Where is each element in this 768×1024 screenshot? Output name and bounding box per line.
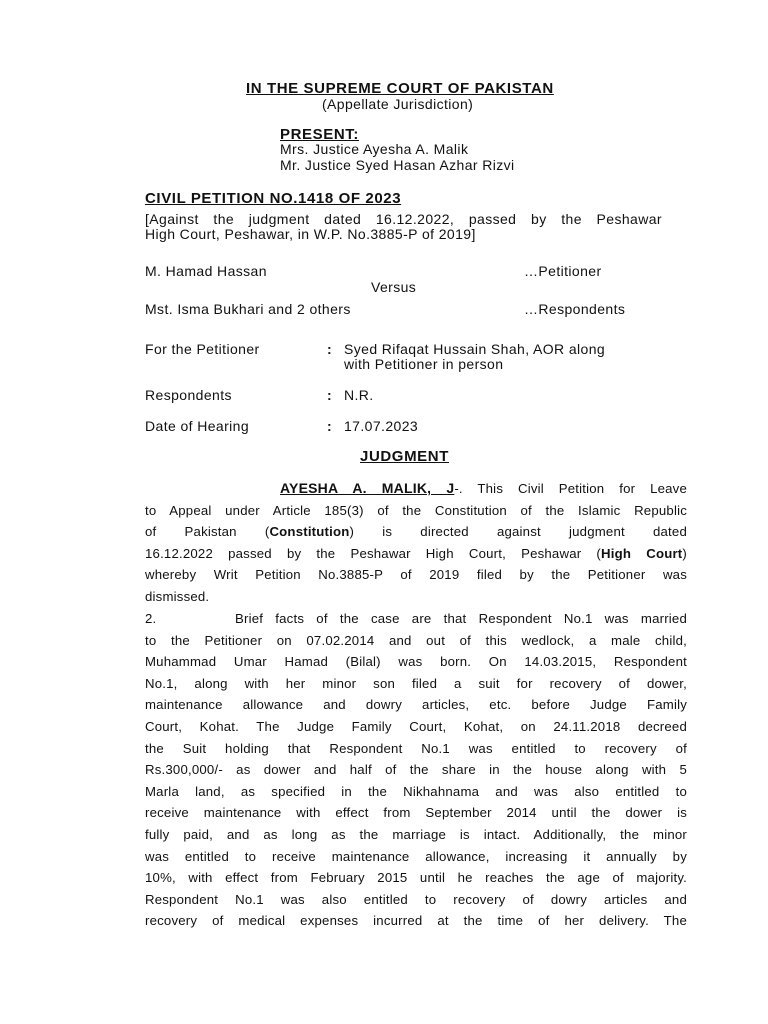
paragraph-line: fully paid, and as long as the marriage is intact. Additionally, the minor — [145, 826, 687, 842]
appearance-value: N.R. — [344, 387, 374, 403]
paragraph-line: maintenance allowance and dowry articles, etc. before Judge Family — [145, 697, 687, 713]
appearance-colon: : — [327, 387, 333, 403]
judgment-paragraph-1 — [145, 478, 687, 608]
appearance-colon: : — [327, 418, 333, 434]
judge-author: AYESHA A. MALIK, J — [280, 480, 455, 496]
appearance-label: Respondents — [145, 387, 232, 403]
respondent-name: Mst. Isma Bukhari and 2 others — [145, 301, 351, 317]
paragraph-line: Court, Kohat. The Judge Family Court, Kohat, on 24.11.2018 decreed — [145, 718, 687, 734]
petition-title: CIVIL PETITION NO.1418 OF 2023 — [145, 190, 402, 207]
appearance-value: with Petitioner in person — [344, 356, 504, 372]
appearance-colon: : — [327, 341, 333, 357]
paragraph-line: to Appeal under Article 185(3) of the Constitution of the Islamic Republic — [145, 502, 687, 518]
paragraph-number: 2. — [145, 611, 157, 626]
appearance-label: Date of Hearing — [145, 418, 250, 434]
judge-name: Mr. Justice Syed Hasan Azhar Rizvi — [280, 157, 515, 173]
paragraph-line: the Suit holding that Respondent No.1 was entitled to recovery of — [145, 740, 687, 756]
paragraph-line: 10%, with effect from February 2015 until he reaches the age of majority. — [145, 870, 687, 886]
judgment-paragraph-2 — [145, 608, 687, 932]
petitioner-name: M. Hamad Hassan — [145, 263, 267, 279]
appearance-value: Syed Rifaqat Hussain Shah, AOR along — [344, 341, 606, 357]
court-heading: IN THE SUPREME COURT OF PAKISTAN — [246, 80, 554, 97]
paragraph-line: whereby Writ Petition No.3885-P of 2019 filed by the Petitioner was — [145, 567, 687, 583]
paragraph-line: receive maintenance with effect from September 2014 until the dower is — [145, 805, 687, 821]
appearance-label: For the Petitioner — [145, 341, 260, 357]
paragraph-line: to the Petitioner on 07.02.2014 and out of this wedlock, a male child, — [145, 632, 687, 648]
paragraph-line: No.1, along with her minor son filed a suit for recovery of dower, — [145, 675, 687, 691]
respondent-role: …Respondents — [524, 301, 626, 317]
against-line: High Court, Peshawar, in W.P. No.3885-P of 2019] — [145, 226, 476, 242]
versus: Versus — [371, 279, 417, 295]
appearance-value: 17.07.2023 — [344, 418, 419, 434]
paragraph-line: of Pakistan (Constitution) is directed against judgment dated — [145, 524, 687, 540]
paragraph-line: Respondent No.1 was also entitled to recovery of dowry articles and — [145, 891, 687, 907]
judgment-title: JUDGMENT — [360, 448, 449, 465]
petitioner-role: …Petitioner — [524, 263, 602, 279]
paragraph-line: recovery of medical expenses incurred at the time of her delivery. The — [145, 913, 687, 929]
paragraph-line: 2. Brief facts of the case are that Respondent No.1 was married — [145, 608, 687, 630]
paragraph-line: Muhammad Umar Hamad (Bilal) was born. On 14.03.2015, Respondent — [145, 654, 687, 670]
jurisdiction: (Appellate Jurisdiction) — [322, 96, 474, 112]
paragraph-line: Rs.300,000/- as dower and half of the share in the house along with 5 — [145, 762, 687, 778]
paragraph-line: dismissed. — [145, 588, 210, 604]
present-label: PRESENT: — [280, 126, 359, 143]
paragraph-line: 16.12.2022 passed by the Peshawar High Court, Peshawar (High Court) — [145, 545, 687, 561]
paragraph-line: Marla land, as specified in the Nikhahnama and was also entitled to — [145, 783, 687, 799]
paragraph-line: AYESHA A. MALIK, J-. This Civil Petition for Leave — [280, 480, 687, 496]
judge-name: Mrs. Justice Ayesha A. Malik — [280, 141, 469, 157]
against-line: [Against the judgment dated 16.12.2022, passed by the Peshawar — [145, 211, 662, 227]
paragraph-line: was entitled to receive maintenance allowance, increasing it annually by — [145, 848, 687, 864]
